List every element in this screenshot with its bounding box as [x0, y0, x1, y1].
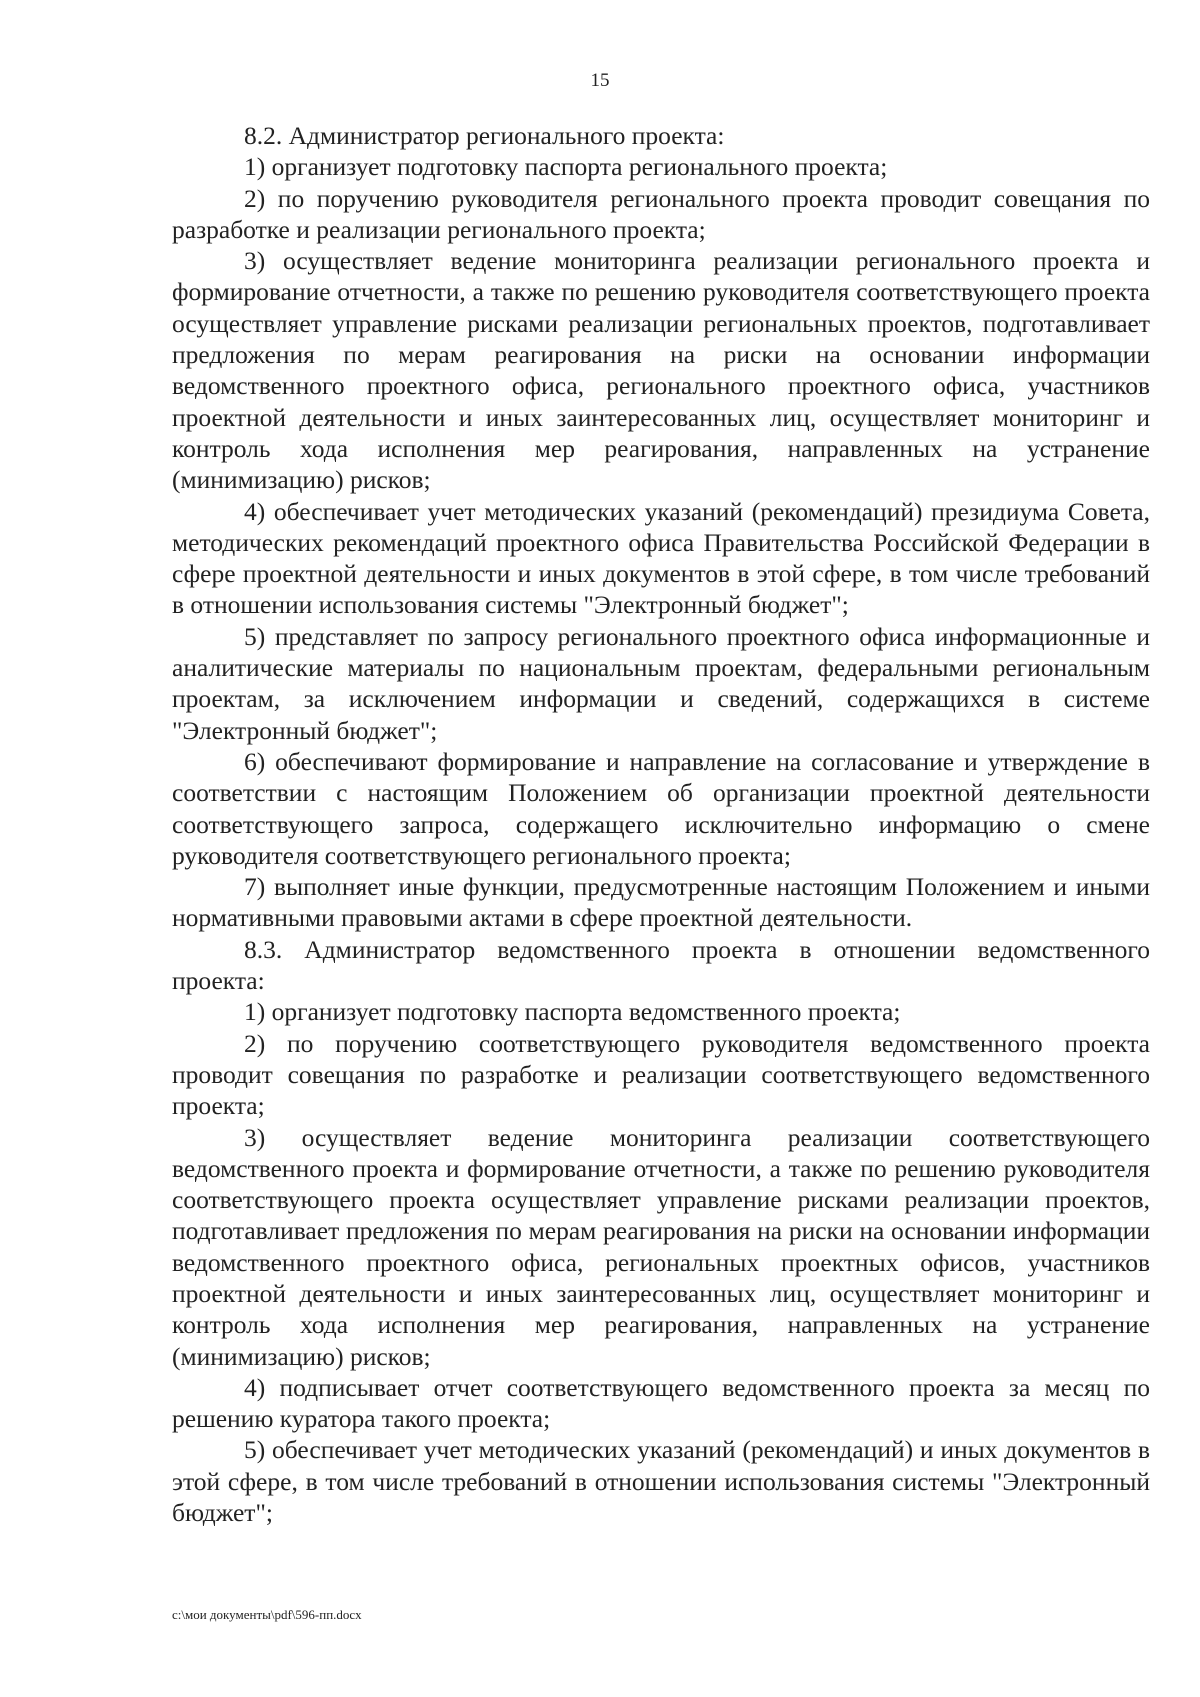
paragraph-8-2-item-7: 7) выполняет иные функции, предусмотренные настоящим Положением и иными нормативными правовыми актами в сфере проектной деятельности.: [172, 872, 1150, 933]
paragraph-8-2-item-6: 6) обеспечивают формирование и направление на согласование и утверждение в соответствии с настоящим Положением об организации проектной деятельности соответствующего запроса, содержащего исключительно информацию о смене руководителя соответствующего регионального проекта;: [172, 746, 1150, 870]
paragraph-8-2-item-4: 4) обеспечивает учет методических указаний (рекомендаций) президиума Совета, методических рекомендаций проектного офиса Правительства Российской Федерации в сфере проектной деятельности и иных документов в этой сфере, в том числе требований в отношении использования системы "Электронный бюджет";: [172, 496, 1150, 620]
footer-file-path: c:\мои документы\pdf\596-пп.docx: [172, 1607, 362, 1622]
page-number: 15: [590, 70, 610, 91]
paragraph-8-2-item-5: 5) представляет по запросу регионального проектного офиса информационные и аналитические материалы по национальным проектам, федеральными региональным проектам, за исключением информации и сведений, содержащихся в системе "Электронный бюджет";: [172, 621, 1150, 745]
paragraph-8-2-item-1: 1) организует подготовку паспорта регионального проекта;: [244, 152, 888, 182]
paragraph-8-2-item-2: 2) по поручению руководителя регионального проекта проводит совещания по разработке и реализации регионального проекта;: [172, 183, 1150, 244]
document-body: [172, 120, 1150, 1528]
paragraph-8-2-heading: 8.2. Администратор регионального проекта:: [244, 121, 725, 150]
paragraph-8-3-heading: 8.3. Администратор ведомственного проекта в отношении ведомственного проекта:: [172, 934, 1150, 996]
paragraph-8-3-item-1: 1) организует подготовку паспорта ведомственного проекта;: [244, 997, 901, 1027]
paragraph-8-3-item-4: 4) подписывает отчет соответствующего ведомственного проекта за месяц по решению куратора такого проекта;: [172, 1372, 1150, 1434]
paragraph-8-2-item-3: 3) осуществляет ведение мониторинга реализации регионального проекта и формирование отчетности, а также по решению руководителя соответствующего проекта осуществляет управление рисками реализации региональных проектов, подготавливает предложения по мерам реагирования на риски на основании информации ведомственного проектного офиса, регионального проектного офиса, участников проектной деятельности и иных заинтересованных лиц, осуществляет мониторинг и контроль хода исполнения мер реагирования, направленных на устранение (минимизацию) рисков;: [172, 246, 1150, 495]
paragraph-8-3-item-5: 5) обеспечивает учет методических указаний (рекомендаций) и иных документов в этой сфере, в том числе требований в отношении использования системы "Электронный бюджет";: [172, 1435, 1150, 1528]
paragraph-8-3-item-3: 3) осуществляет ведение мониторинга реализации соответствующего ведомственного проекта и формирование отчетности, а также по решению руководителя соответствующего проекта осуществляет управление рисками реализации проектов, подготавливает предложения по мерам реагирования на риски на основании информации ведомственного проектного офиса, региональных проектных офисов, участников проектной деятельности и иных заинтересованных лиц, осуществляет мониторинг и контроль хода исполнения мер реагирования, направленных на устранение (минимизацию) рисков;: [172, 1122, 1150, 1371]
paragraph-8-3-item-2: 2) по поручению соответствующего руководителя ведомственного проекта проводит совещания по разработке и реализации соответствующего ведомственного проекта;: [172, 1028, 1150, 1121]
